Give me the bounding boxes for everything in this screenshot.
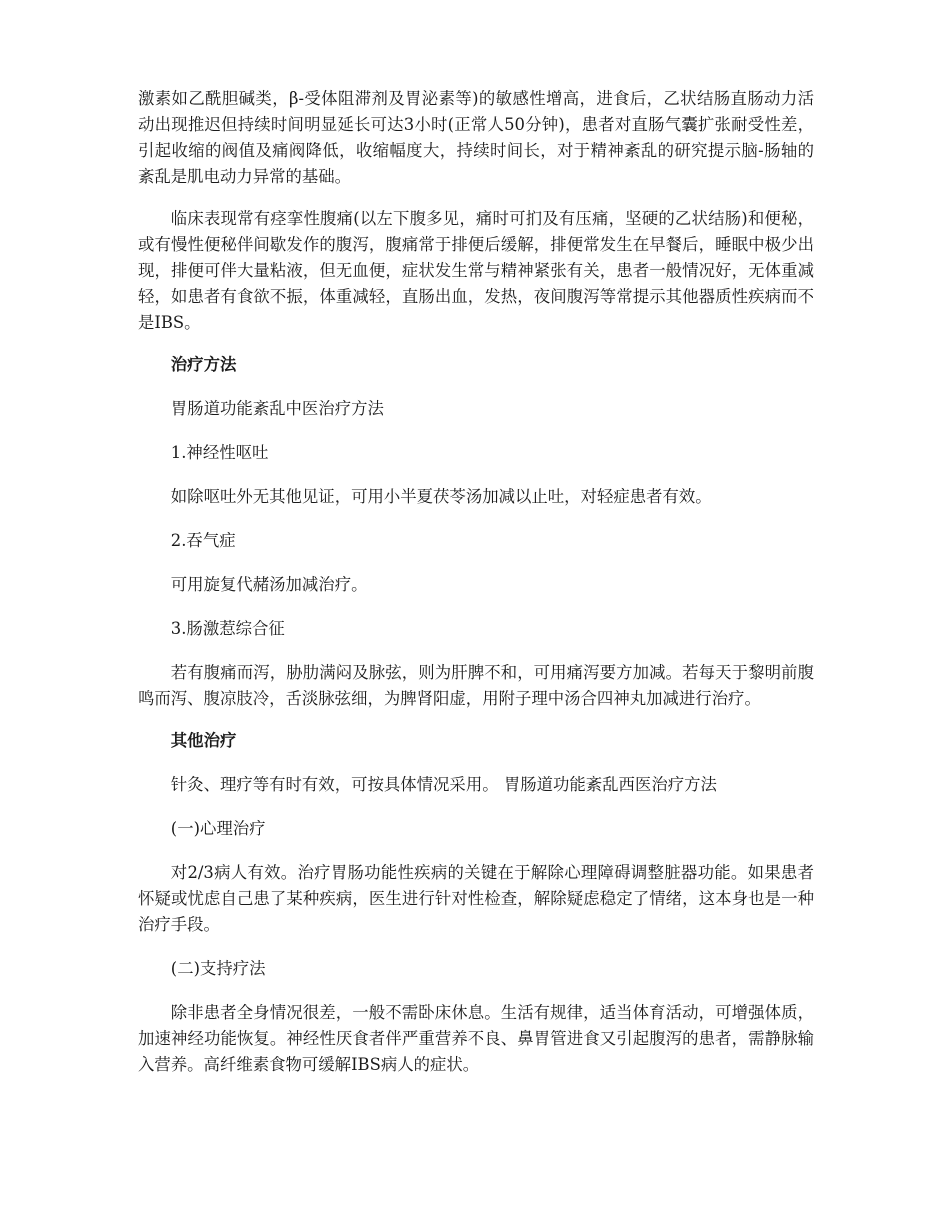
paragraph-supportive-therapy: 除非患者全身情况很差，一般不需卧床休息。生活有规律，适当体育活动，可增强体质，加速神经功能恢复。神经性厌食者伴严重营养不良、鼻胃管进食又引起腹泻的患者，需静脉输入营养。高纤维素食物可缓解IBS病人的症状。 xyxy=(138,1003,814,1074)
subheading-tcm-treatment: 胃肠道功能紊乱中医治疗方法 xyxy=(170,399,384,418)
paragraph-ibs-treatment: 若有腹痛而泻，胁肋满闷及脉弦，则为肝脾不和，可用痛泻要方加减。若每天于黎明前腹鸣而泻、腹凉肢冷，舌淡脉弦细，为脾肾阳虚，用附子理中汤合四神丸加减进行治疗。 xyxy=(138,663,814,708)
item-supportive-therapy: (二)支持疗法 xyxy=(170,959,266,978)
document-page xyxy=(138,86,814,1078)
item-psychotherapy: (一)心理治疗 xyxy=(170,819,266,838)
item-aerophagia: 2.吞气症 xyxy=(170,531,236,550)
item-nervous-vomiting: 1.神经性呕吐 xyxy=(170,443,269,462)
paragraph-aerophagia-treatment: 可用旋复代赭汤加减治疗。 xyxy=(170,575,368,594)
paragraph-clinical-presentation: 临床表现常有痉挛性腹痛(以左下腹多见，痛时可扪及有压痛，坚硬的乙状结肠)和便秘，或有慢性便秘伴间歇发作的腹泻，腹痛常于排便后缓解，排便常发生在早餐后，睡眠中极少出现，排便可伴大量粘液，但无血便，症状发生常与精神紧张有关，患者一般情况好，无体重减轻，如患者有食欲不振，体重减轻，直肠出血，发热，夜间腹泻等常提示其他器质性疾病而不是IBS。 xyxy=(138,209,814,332)
paragraph-acupuncture: 针灸、理疗等有时有效，可按具体情况采用。 胃肠道功能紊乱西医治疗方法 xyxy=(170,775,717,794)
paragraph-mechanism: 激素如乙酰胆碱类，β-受体阻滞剂及胃泌素等)的敏感性增高，进食后，乙状结肠直肠动力活动出现推迟但持续时间明显延长可达3小时(正常人50分钟)，患者对直肠气囊扩张耐受性差，引起收缩的阀值及痛阀降低，收缩幅度大，持续时间长，对于精神紊乱的研究提示脑-肠轴的紊乱是肌电动力异常的基础。 xyxy=(138,89,814,186)
heading-other-treatment: 其他治疗 xyxy=(170,731,237,750)
paragraph-vomiting-treatment: 如除呕吐外无其他见证，可用小半夏茯苓汤加减以止吐，对轻症患者有效。 xyxy=(170,487,712,506)
item-irritable-bowel: 3.肠激惹综合征 xyxy=(170,619,285,638)
heading-treatment-methods: 治疗方法 xyxy=(170,355,237,374)
paragraph-psychotherapy: 对2/3病人有效。治疗胃肠功能性疾病的关键在于解除心理障碍调整脏器功能。如果患者怀疑或忧虑自己患了某种疾病，医生进行针对性检查，解除疑虑稳定了情绪，这本身也是一种治疗手段。 xyxy=(138,863,814,934)
